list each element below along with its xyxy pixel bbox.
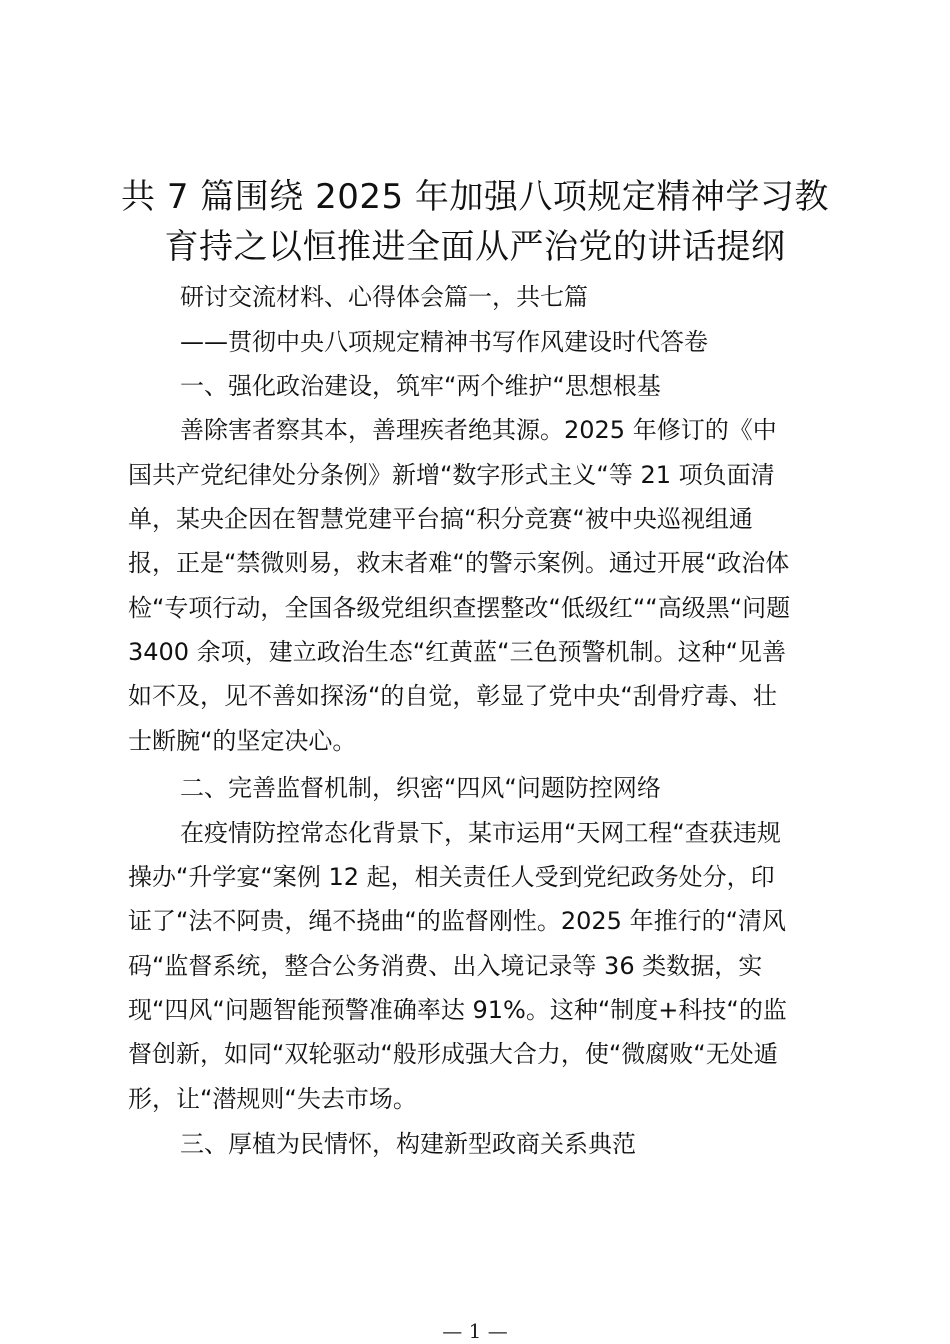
paragraph-line: 报，正是“禁微则易，救末者难“的警示案例。通过开展“政治体 (128, 549, 790, 577)
paragraph-line: 士断腕“的坚定决心。 (128, 727, 357, 755)
paragraph-line: 国共产党纪律处分条例》新增“数字形式主义“等 21 项负面清 (128, 461, 775, 489)
document-title-line-1: 共 7 篇围绕 2025 年加强八项规定精神学习教 (121, 177, 829, 217)
paragraph-line: 现“四风“问题智能预警准确率达 91%。这种“制度+科技“的监 (128, 996, 787, 1024)
paragraph-line: 3400 余项，建立政治生态“红黄蓝“三色预警机制。这种“见善 (128, 638, 787, 666)
paragraph-line: 证了“法不阿贵，绳不挠曲“的监督刚性。2025 年推行的“清风 (128, 907, 787, 935)
document-tagline: ——贯彻中央八项规定精神书写作风建设时代答卷 (180, 328, 708, 356)
document-subtitle: 研讨交流材料、心得体会篇一，共七篇 (180, 283, 588, 311)
paragraph-line: 形，让“潜规则“失去市场。 (128, 1085, 417, 1113)
document-title-line-2: 育持之以恒推进全面从严治党的讲话提纲 (164, 227, 786, 267)
paragraph-line: 如不及，见不善如探汤“的自觉，彰显了党中央“刮骨疗毒、壮 (128, 682, 777, 710)
paragraph-line: 码“监督系统，整合公务消费、出入境记录等 36 类数据，实 (128, 952, 763, 980)
paragraph-line: 善除害者察其本，善理疾者绝其源。2025 年修订的《中 (180, 416, 777, 444)
section-heading-3: 三、厚植为民情怀，构建新型政商关系典范 (180, 1130, 636, 1158)
paragraph-line: 在疫情防控常态化背景下，某市运用“天网工程“查获违规 (180, 819, 781, 847)
paragraph-line: 检“专项行动，全国各级党组织查摆整改“低级红““高级黑“问题 (128, 594, 791, 622)
page-number: — 1 — (442, 1319, 508, 1343)
paragraph-line: 督创新，如同“双轮驱动“般形成强大合力，使“微腐败“无处遁 (128, 1040, 778, 1068)
section-heading-2: 二、完善监督机制，织密“四风“问题防控网络 (180, 774, 661, 802)
paragraph-line: 操办“升学宴“案例 12 起，相关责任人受到党纪政务处分，印 (128, 863, 775, 891)
paragraph-line: 单，某央企因在智慧党建平台搞“积分竞赛“被中央巡视组通 (128, 505, 753, 533)
section-heading-1: 一、强化政治建设，筑牢“两个维护“思想根基 (180, 372, 661, 400)
